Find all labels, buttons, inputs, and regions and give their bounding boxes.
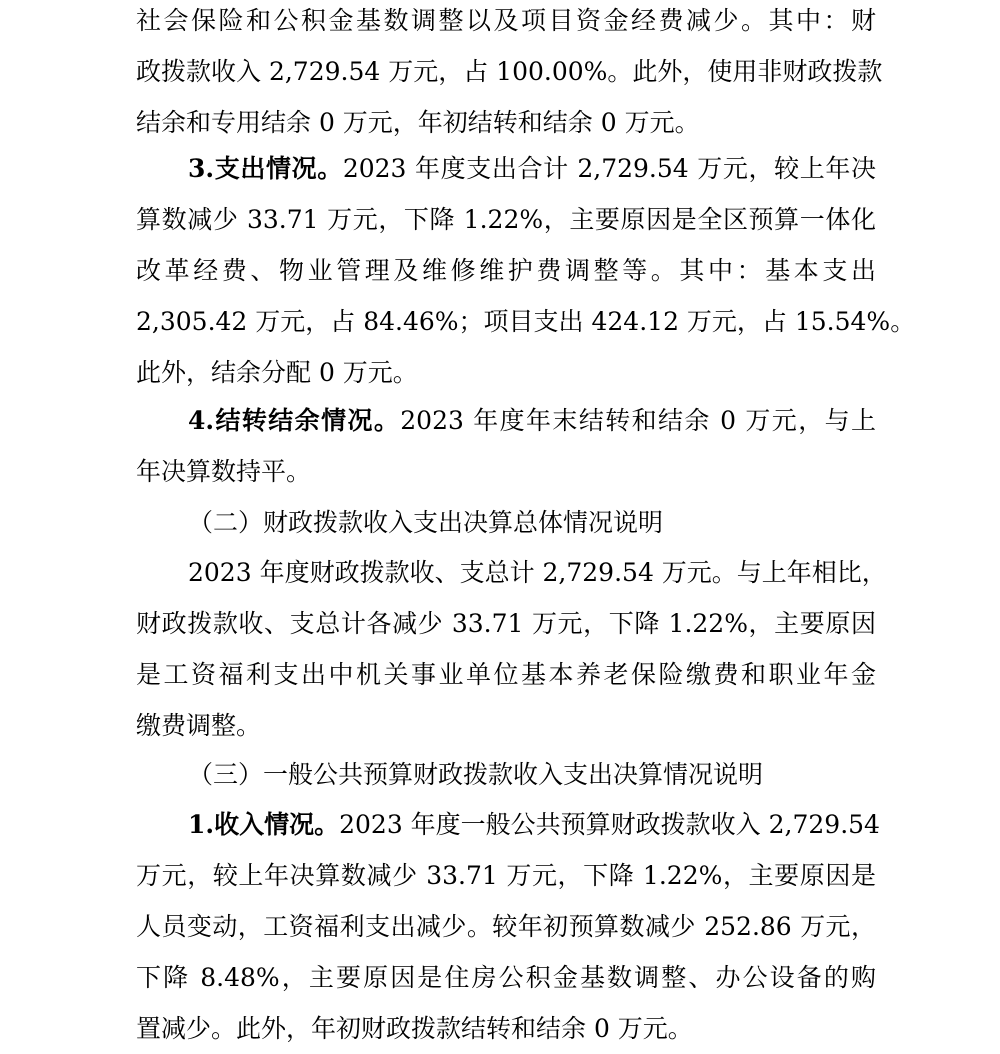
text-line: 置减少。此外，年初财政拨款结转和结余 0 万元。: [136, 1014, 693, 1043]
carryover-paragraph: [136, 395, 876, 497]
general-income-label: 1.收入情况。: [188, 810, 340, 839]
text-line: 年决算数持平。: [136, 457, 312, 486]
text-line: 此外，结余分配 0 万元。: [136, 358, 418, 387]
text-line: 下降 8.48%，主要原因是住房公积金基数调整、办公设备的购: [136, 963, 876, 992]
text-line: 缴费调整。: [136, 711, 262, 740]
section-heading-2: [136, 497, 876, 548]
section-heading-text: （三）一般公共预算财政拨款收入支出决算情况说明: [188, 760, 764, 789]
carryover-label: 4.结转结余情况。: [188, 406, 401, 435]
fiscal-total-paragraph: [136, 547, 887, 751]
general-income-paragraph: [136, 799, 880, 1054]
carryover-line-1: 2023 年度年末结转和结余 0 万元，与上: [400, 406, 876, 435]
text-line: 财政拨款收、支总计各减少 33.71 万元，下降 1.22%，主要原因: [136, 609, 876, 638]
text-line: [136, 143, 876, 194]
expenditure-label: 3.支出情况。: [188, 154, 343, 183]
text-line: 2023 年度财政拨款收、支总计 2,729.54 万元。与上年相比，: [188, 558, 887, 587]
text-line: 2,305.42 万元，占 84.46%；项目支出 424.12 万元，占 15.54%。: [136, 307, 916, 336]
income-paragraph-tail: [136, 0, 883, 148]
text-line: [136, 395, 876, 446]
text-line: 社会保险和公积金基数调整以及项目资金经费减少。其中：财: [136, 6, 876, 35]
text-line: [136, 799, 880, 850]
text-line: 万元，较上年决算数减少 33.71 万元，下降 1.22%，主要原因是: [136, 861, 876, 890]
text-line: 政拨款收入 2,729.54 万元，占 100.00%。此外，使用非财政拨款: [136, 57, 883, 86]
general-income-line-1: 2023 年度一般公共预算财政拨款收入 2,729.54: [339, 810, 880, 839]
text-line: 是工资福利支出中机关事业单位基本养老保险缴费和职业年金: [136, 660, 876, 689]
text-line: 算数减少 33.71 万元，下降 1.22%，主要原因是全区预算一体化: [136, 205, 876, 234]
text-line: 改革经费、物业管理及维修维护费调整等。其中：基本支出: [136, 256, 876, 285]
section-heading-text: （二）财政拨款收入支出决算总体情况说明: [188, 508, 664, 537]
text-line: 人员变动，工资福利支出减少。较年初预算数减少 252.86 万元，: [136, 912, 876, 941]
section-heading-3: [136, 749, 876, 800]
text-line: 结余和专用结余 0 万元，年初结转和结余 0 万元。: [136, 108, 700, 137]
expenditure-line-1: 2023 年度支出合计 2,729.54 万元，较上年决: [342, 154, 876, 183]
expenditure-paragraph: [136, 143, 916, 398]
